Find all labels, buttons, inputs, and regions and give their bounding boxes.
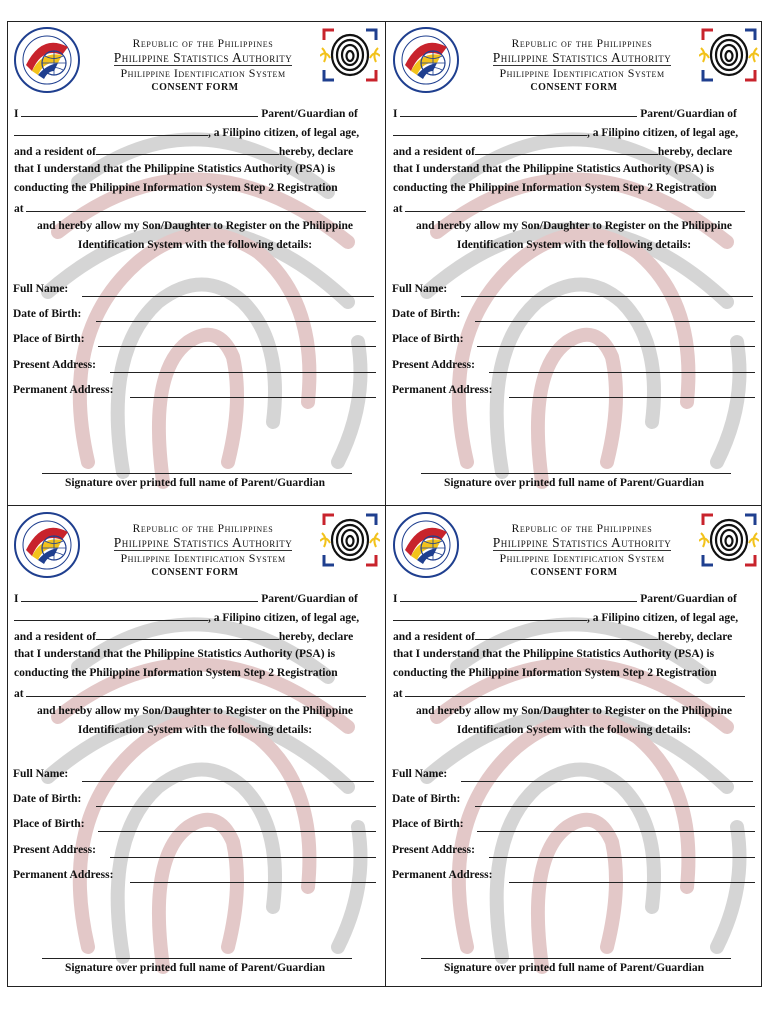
body-line-6 [14, 200, 376, 216]
body-line-8: Identification System with the following details: [77, 724, 313, 736]
location-blank[interactable] [405, 200, 745, 212]
consent-form-top-right [387, 22, 761, 503]
permanent-address-label: Permanent Address: [13, 869, 114, 881]
date-of-birth-label: Date of Birth: [392, 308, 461, 320]
form-title: CONSENT FORM [530, 567, 618, 578]
header-republic: Republic of the Philippines [511, 38, 653, 50]
place-of-birth-label: Place of Birth: [13, 818, 85, 830]
body-at: at [14, 688, 24, 700]
present-address-field[interactable] [489, 372, 755, 373]
body-line-3 [393, 143, 755, 159]
full-name-label: Full Name: [13, 283, 69, 295]
body-line-2 [393, 609, 755, 625]
body-resident: and a resident of [393, 631, 475, 643]
header-psa: Philippine Statistics Authority [113, 50, 293, 65]
date-of-birth-label: Date of Birth: [13, 793, 82, 805]
body-line-4: that I understand that the Philippine Statistics Authority (PSA) is [393, 648, 715, 660]
body-line-4: that I understand that the Philippine Statistics Authority (PSA) is [14, 163, 336, 175]
body-line-8: Identification System with the following details: [456, 239, 692, 251]
residence-blank[interactable] [475, 143, 658, 155]
full-name-field[interactable] [82, 296, 374, 297]
permanent-address-label: Permanent Address: [392, 869, 493, 881]
body-line-5: conducting the Philippine Information System Step 2 Registration [14, 182, 338, 194]
present-address-field[interactable] [110, 372, 376, 373]
body-line-7: and hereby allow my Son/Daughter to Register on the Philippine [416, 705, 732, 717]
header-philsys-text: Philippine Identification System [493, 550, 670, 565]
body-line-6 [14, 685, 376, 701]
body-citizen: , a Filipino citizen, of legal age, [208, 612, 360, 624]
body-parent-guardian: Parent/Guardian of [640, 593, 737, 605]
body-citizen: , a Filipino citizen, of legal age, [208, 127, 360, 139]
body-line-8: Identification System with the following details: [456, 724, 692, 736]
permanent-address-field[interactable] [130, 882, 376, 883]
child-name-blank[interactable] [393, 124, 587, 136]
date-of-birth-field[interactable] [475, 806, 755, 807]
parent-name-blank[interactable] [21, 105, 258, 117]
body-line-5: conducting the Philippine Information System Step 2 Registration [14, 667, 338, 679]
parent-name-blank[interactable] [400, 590, 637, 602]
location-blank[interactable] [26, 685, 366, 697]
philsys-fingerprint-logo [699, 26, 759, 84]
child-name-blank[interactable] [14, 124, 208, 136]
header-philsys [467, 551, 697, 566]
parent-name-blank[interactable] [21, 590, 258, 602]
full-name-field[interactable] [461, 781, 753, 782]
body-declare: hereby, declare [657, 631, 733, 643]
header-philsys-text: Philippine Identification System [114, 550, 291, 565]
present-address-field[interactable] [110, 857, 376, 858]
body-resident: and a resident of [14, 146, 96, 158]
body-citizen: , a Filipino citizen, of legal age, [587, 612, 739, 624]
child-name-blank[interactable] [393, 609, 587, 621]
body-at: at [393, 203, 403, 215]
body-line-1 [393, 105, 755, 121]
signature-label: Signature over printed full name of Parent/Guardian [64, 477, 326, 489]
header-philsys-text: Philippine Identification System [114, 65, 291, 80]
body-line-2 [393, 124, 755, 140]
body-parent-guardian: Parent/Guardian of [261, 593, 358, 605]
place-of-birth-field[interactable] [98, 346, 376, 347]
signature-field[interactable] [42, 958, 352, 959]
body-line-8: Identification System with the following details: [77, 239, 313, 251]
header-philsys [88, 551, 318, 566]
residence-blank[interactable] [96, 143, 279, 155]
header-republic: Republic of the Philippines [511, 523, 653, 535]
philsys-fingerprint-logo [699, 511, 759, 569]
cut-line-horizontal [8, 505, 761, 506]
form-title: CONSENT FORM [151, 567, 239, 578]
body-resident: and a resident of [14, 631, 96, 643]
philsys-fingerprint-logo [320, 26, 380, 84]
signature-label: Signature over printed full name of Parent/Guardian [443, 477, 705, 489]
permanent-address-label: Permanent Address: [13, 384, 114, 396]
body-line-7: and hereby allow my Son/Daughter to Register on the Philippine [37, 705, 353, 717]
location-blank[interactable] [26, 200, 366, 212]
signature-label: Signature over printed full name of Parent/Guardian [443, 962, 705, 974]
body-at: at [14, 203, 24, 215]
signature-field[interactable] [42, 473, 352, 474]
body-citizen: , a Filipino citizen, of legal age, [587, 127, 739, 139]
location-blank[interactable] [405, 685, 745, 697]
present-address-field[interactable] [489, 857, 755, 858]
body-line-4: that I understand that the Philippine Statistics Authority (PSA) is [393, 163, 715, 175]
header-philsys [467, 66, 697, 81]
body-at: at [393, 688, 403, 700]
place-of-birth-label: Place of Birth: [392, 333, 464, 345]
consent-form-bottom-left [8, 507, 382, 988]
body-parent-guardian: Parent/Guardian of [261, 108, 358, 120]
header-republic: Republic of the Philippines [132, 38, 274, 50]
place-of-birth-field[interactable] [98, 831, 376, 832]
body-line-5: conducting the Philippine Information System Step 2 Registration [393, 667, 717, 679]
body-line-6 [393, 685, 755, 701]
present-address-label: Present Address: [13, 359, 96, 371]
place-of-birth-label: Place of Birth: [392, 818, 464, 830]
residence-blank[interactable] [475, 628, 658, 640]
body-declare: hereby, declare [657, 146, 733, 158]
signature-field[interactable] [421, 473, 731, 474]
body-line-4: that I understand that the Philippine Statistics Authority (PSA) is [14, 648, 336, 660]
body-line-1 [14, 105, 376, 121]
permanent-address-field[interactable] [509, 882, 755, 883]
header-philsys-text: Philippine Identification System [493, 65, 670, 80]
date-of-birth-label: Date of Birth: [13, 308, 82, 320]
full-name-field[interactable] [461, 296, 753, 297]
permanent-address-label: Permanent Address: [392, 384, 493, 396]
header-republic: Republic of the Philippines [132, 523, 274, 535]
present-address-label: Present Address: [392, 844, 475, 856]
full-name-label: Full Name: [13, 768, 69, 780]
date-of-birth-label: Date of Birth: [392, 793, 461, 805]
body-line-6 [393, 200, 755, 216]
full-name-label: Full Name: [392, 283, 448, 295]
body-i: I [393, 593, 398, 605]
permanent-address-field[interactable] [130, 397, 376, 398]
present-address-label: Present Address: [392, 359, 475, 371]
residence-blank[interactable] [96, 628, 279, 640]
date-of-birth-field[interactable] [475, 321, 755, 322]
body-line-1 [393, 590, 755, 606]
body-line-5: conducting the Philippine Information System Step 2 Registration [393, 182, 717, 194]
consent-form-top-left [8, 22, 382, 503]
body-declare: hereby, declare [278, 146, 354, 158]
form-title: CONSENT FORM [530, 82, 618, 93]
body-line-3 [14, 143, 376, 159]
signature-label: Signature over printed full name of Parent/Guardian [64, 962, 326, 974]
header-psa: Philippine Statistics Authority [113, 535, 293, 550]
body-i: I [14, 593, 19, 605]
child-name-blank[interactable] [14, 609, 208, 621]
present-address-label: Present Address: [13, 844, 96, 856]
place-of-birth-field[interactable] [477, 831, 755, 832]
body-resident: and a resident of [393, 146, 475, 158]
date-of-birth-field[interactable] [96, 321, 376, 322]
signature-field[interactable] [421, 958, 731, 959]
permanent-address-field[interactable] [509, 397, 755, 398]
date-of-birth-field[interactable] [96, 806, 376, 807]
body-line-2 [14, 124, 376, 140]
header-philsys [88, 66, 318, 81]
body-line-3 [14, 628, 376, 644]
body-line-7: and hereby allow my Son/Daughter to Register on the Philippine [37, 220, 353, 232]
body-line-7: and hereby allow my Son/Daughter to Register on the Philippine [416, 220, 732, 232]
form-title: CONSENT FORM [151, 82, 239, 93]
philsys-fingerprint-logo [320, 511, 380, 569]
forms-sheet [7, 21, 762, 987]
body-line-2 [14, 609, 376, 625]
place-of-birth-label: Place of Birth: [13, 333, 85, 345]
header-psa: Philippine Statistics Authority [492, 50, 672, 65]
body-line-3 [393, 628, 755, 644]
body-parent-guardian: Parent/Guardian of [640, 108, 737, 120]
header-psa: Philippine Statistics Authority [492, 535, 672, 550]
body-line-1 [14, 590, 376, 606]
cut-line-vertical [385, 22, 386, 986]
body-i: I [393, 108, 398, 120]
body-declare: hereby, declare [278, 631, 354, 643]
full-name-label: Full Name: [392, 768, 448, 780]
body-i: I [14, 108, 19, 120]
place-of-birth-field[interactable] [477, 346, 755, 347]
full-name-field[interactable] [82, 781, 374, 782]
consent-form-bottom-right [387, 507, 761, 988]
parent-name-blank[interactable] [400, 105, 637, 117]
